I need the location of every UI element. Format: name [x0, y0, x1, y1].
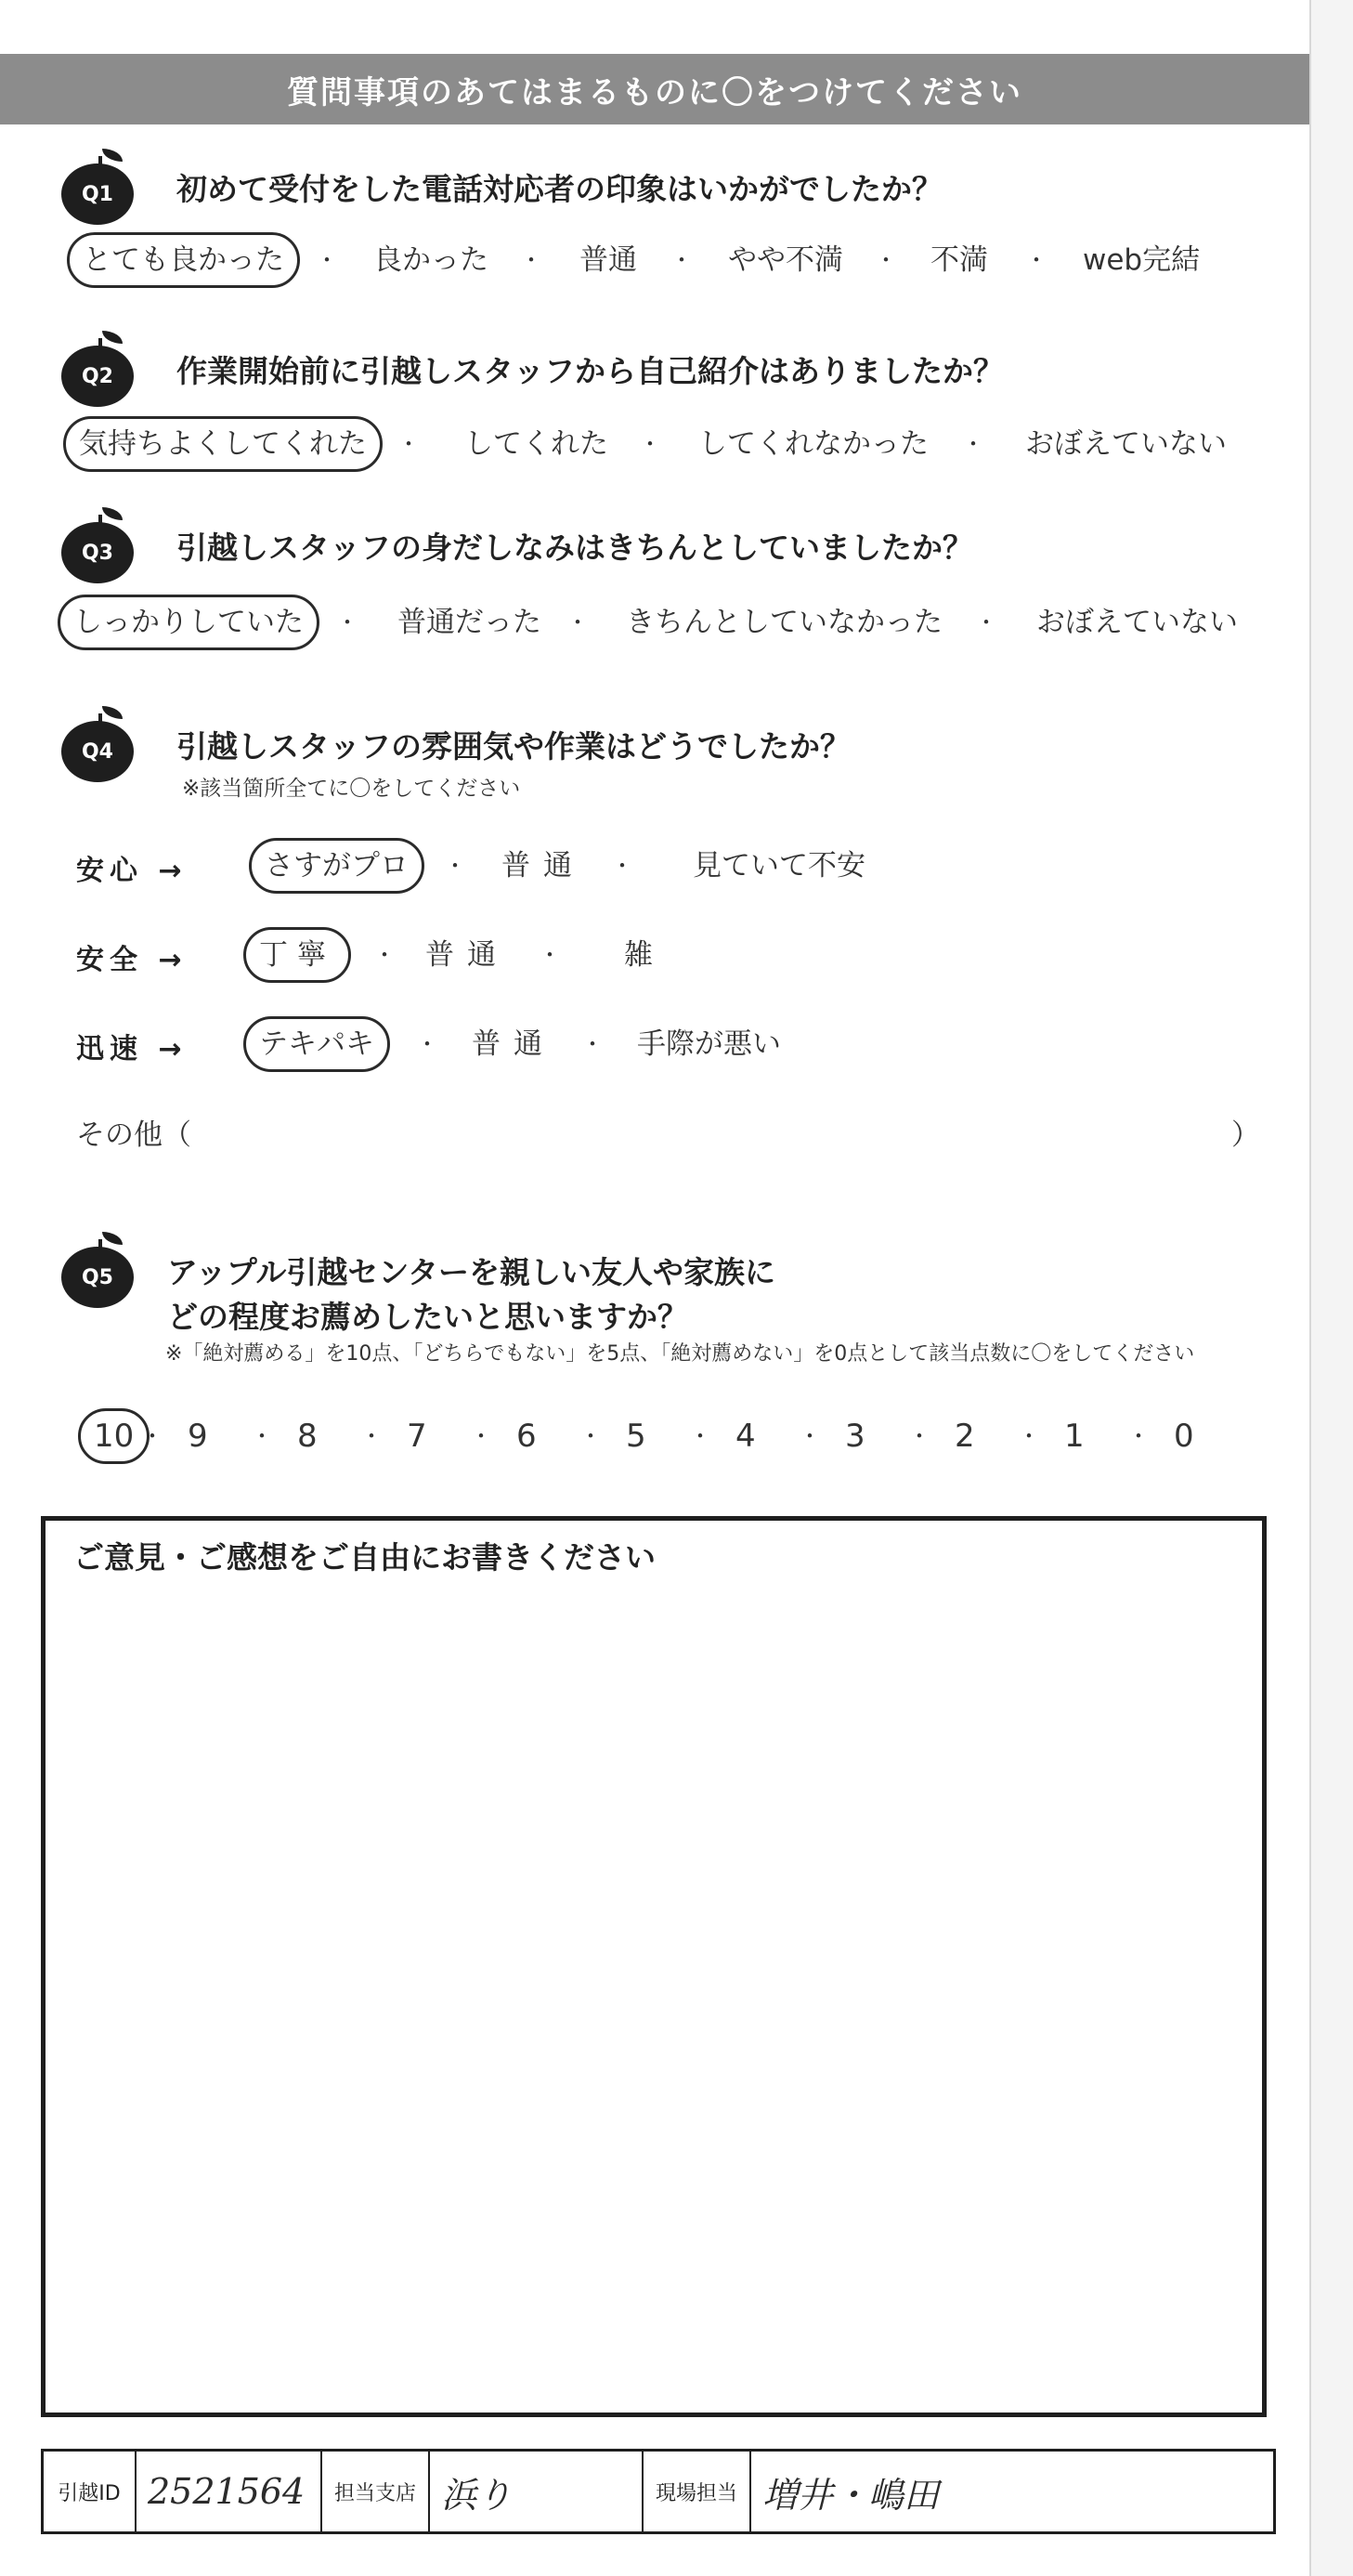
separator-dot: ・ [579, 1423, 602, 1449]
separator-dot: ・ [520, 247, 542, 273]
q4-note: ※該当箇所全てに〇をしてください [182, 777, 521, 801]
q4-row0-option-2[interactable]: 見ていて不安 [693, 849, 865, 883]
q3-option-2[interactable]: きちんとしていなかった [626, 606, 943, 639]
q4-badge-label: Q4 [61, 721, 134, 782]
separator-dot: ・ [1018, 1423, 1040, 1449]
q4-row-label-jinsoku: 迅速 → [76, 1033, 188, 1066]
apple-leaf-icon [102, 149, 123, 162]
move-id-value: 2521564 [137, 2452, 322, 2531]
comment-title: ご意見・ご感想をご自由にお書きください [73, 1539, 656, 1576]
staff-label: 現場担当 [644, 2452, 751, 2531]
q4-row1-option-1[interactable]: 普通 [425, 938, 509, 972]
q1-question: 初めて受付をした電話対応者の印象はいかがでしたか？ [176, 171, 943, 207]
q4-row-anzen-options [243, 927, 1079, 983]
separator-dot: ・ [908, 1423, 930, 1449]
q2-option-0-selected[interactable]: 気持ちよくしてくれた [63, 416, 383, 472]
q4-row-label-anshin: 安心 → [76, 855, 188, 887]
separator-dot: ・ [373, 942, 396, 968]
q3-option-3[interactable]: おぼえていない [1036, 606, 1238, 639]
q3-badge-label: Q3 [61, 522, 134, 583]
q1-option-1[interactable]: 良かった [373, 243, 488, 277]
separator-dot: ・ [670, 247, 693, 273]
q5-score-6[interactable]: 6 [516, 1418, 537, 1455]
separator-dot: ・ [470, 1423, 492, 1449]
q5-score-3[interactable]: 3 [845, 1418, 865, 1455]
separator-dot: ・ [581, 1031, 604, 1057]
q1-option-4[interactable]: 不満 [930, 243, 988, 277]
q4-row2-option-2[interactable]: 手際が悪い [637, 1027, 781, 1061]
comment-box[interactable] [41, 1516, 1267, 2417]
q3-badge [61, 507, 136, 582]
q5-score-10-selected[interactable]: 10 [78, 1408, 150, 1464]
q4-row-anshin-options [249, 838, 1085, 894]
separator-dot: ・ [689, 1423, 711, 1449]
separator-dot: ・ [360, 1423, 383, 1449]
q5-score-7[interactable]: 7 [407, 1418, 427, 1455]
move-id-label: 引越ID [44, 2452, 137, 2531]
separator-dot: ・ [611, 853, 633, 879]
q5-score-1[interactable]: 1 [1064, 1418, 1085, 1455]
page-edge [1309, 0, 1353, 2576]
q5-score-row [78, 1408, 1267, 1464]
q2-badge [61, 331, 136, 405]
q4-row-jinsoku-options [243, 1016, 1079, 1072]
q4-badge [61, 706, 136, 780]
q3-option-1[interactable]: 普通だった [397, 606, 541, 639]
separator-dot: ・ [1127, 1423, 1150, 1449]
separator-dot: ・ [962, 431, 984, 457]
separator-dot: ・ [336, 609, 358, 635]
q5-score-5[interactable]: 5 [626, 1418, 646, 1455]
q1-options [67, 232, 1274, 288]
q5-score-8[interactable]: 8 [297, 1418, 318, 1455]
separator-dot: ・ [799, 1423, 821, 1449]
header-title: 質問事項のあてはまるものに〇をつけてください [287, 73, 1022, 111]
q1-option-3[interactable]: やや不満 [728, 243, 843, 277]
q4-other-close: ） [1231, 1118, 1260, 1152]
q1-badge-label: Q1 [61, 163, 134, 225]
q5-score-9[interactable]: 9 [188, 1418, 208, 1455]
separator-dot: ・ [141, 1423, 163, 1449]
q2-option-2[interactable]: してくれなかった [698, 427, 929, 461]
separator-dot: ・ [251, 1423, 273, 1449]
q4-row2-option-0-selected[interactable]: テキパキ [243, 1016, 390, 1072]
separator-dot: ・ [1025, 247, 1047, 273]
q2-badge-label: Q2 [61, 346, 134, 407]
q4-row-label-anzen: 安全 → [76, 944, 188, 976]
separator-dot: ・ [566, 609, 589, 635]
separator-dot: ・ [875, 247, 897, 273]
q4-row2-option-1[interactable]: 普通 [472, 1027, 555, 1061]
separator-dot: ・ [316, 247, 338, 273]
separator-dot: ・ [397, 431, 420, 457]
q1-option-2[interactable]: 普通 [579, 243, 637, 277]
apple-leaf-icon [102, 507, 123, 520]
branch-label: 担当支店 [322, 2452, 430, 2531]
apple-leaf-icon [102, 706, 123, 719]
separator-dot: ・ [444, 853, 466, 879]
q2-options [63, 416, 1270, 472]
separator-dot: ・ [539, 942, 561, 968]
separator-dot: ・ [416, 1031, 438, 1057]
apple-leaf-icon [102, 1232, 123, 1245]
q5-score-0[interactable]: 0 [1174, 1418, 1194, 1455]
q1-badge [61, 149, 136, 223]
q2-option-3[interactable]: おぼえていない [1025, 427, 1227, 461]
separator-dot: ・ [639, 431, 661, 457]
q5-badge [61, 1232, 136, 1306]
q4-row1-option-0-selected[interactable]: 丁寧 [243, 927, 351, 983]
q5-score-4[interactable]: 4 [735, 1418, 756, 1455]
q1-option-0-selected[interactable]: とても良かった [67, 232, 300, 288]
q2-option-1[interactable]: してくれた [464, 427, 608, 461]
q4-other-label: その他（ [76, 1118, 191, 1152]
q4-row0-option-1[interactable]: 普通 [501, 849, 585, 883]
q5-question-line1: アップル引越センターを親しい友人や家族に [167, 1254, 776, 1290]
q5-question-line2: どの程度お薦めしたいと思いますか？ [167, 1299, 688, 1335]
q3-question: 引越しスタッフの身だしなみはきちんとしていましたか？ [176, 530, 973, 566]
footer-table [41, 2449, 1276, 2534]
q4-row0-option-0-selected[interactable]: さすがプロ [249, 838, 424, 894]
header-bar [0, 54, 1309, 124]
q4-question: 引越しスタッフの雰囲気や作業はどうでしたか？ [176, 728, 851, 765]
q5-score-2[interactable]: 2 [955, 1418, 975, 1455]
branch-value: 浜り [430, 2452, 644, 2531]
q3-option-0-selected[interactable]: しっかりしていた [58, 595, 319, 650]
q5-note: ※「絶対薦める」を10点、「どちらでもない」を5点、「絶対薦めない」を0点として該当点数に〇をしてください [165, 1342, 1195, 1366]
apple-leaf-icon [102, 331, 123, 344]
q5-badge-label: Q5 [61, 1247, 134, 1308]
q4-row1-option-2[interactable]: 雑 [624, 938, 653, 972]
q3-options [58, 595, 1265, 650]
separator-dot: ・ [975, 609, 997, 635]
q2-question: 作業開始前に引越しスタッフから自己紹介はありましたか？ [176, 353, 1004, 389]
staff-value: 増井・嶋田 [762, 2474, 940, 2516]
q1-option-5[interactable]: web完結 [1083, 243, 1201, 277]
